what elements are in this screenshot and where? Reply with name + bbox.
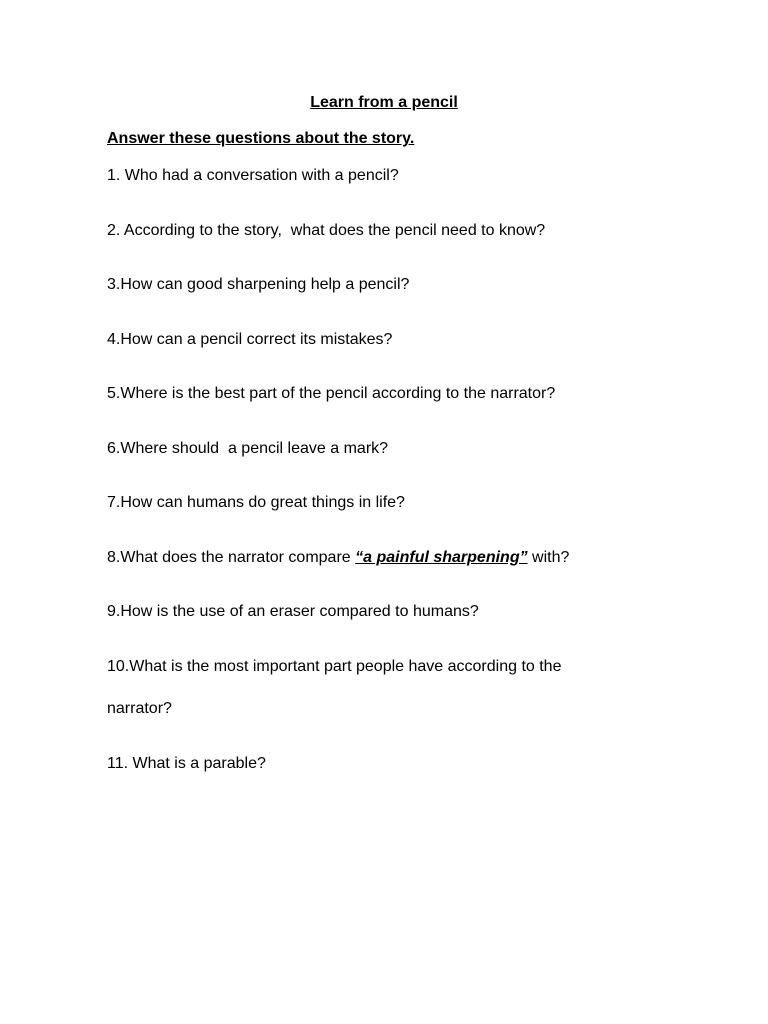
- instructions-heading: Answer these questions about the story.: [107, 130, 415, 147]
- question-7: 7.How can humans do great things in life?: [107, 494, 405, 511]
- question-5: 5.Where is the best part of the pencil according to the narrator?: [107, 385, 556, 402]
- question-10-line-2: narrator?: [107, 700, 172, 717]
- question-4: 4.How can a pencil correct its mistakes?: [107, 331, 393, 348]
- question-2: 2. According to the story, what does the pencil need to know?: [107, 222, 546, 239]
- question-8: [107, 548, 569, 568]
- question-8-prefix: 8.What does the narrator compare: [107, 549, 356, 566]
- question-8-emphasis: “a painful sharpening”: [355, 549, 528, 566]
- question-3: 3.How can good sharpening help a pencil?: [107, 276, 410, 293]
- question-11: 11. What is a parable?: [107, 755, 266, 772]
- question-1: 1. Who had a conversation with a pencil?: [107, 167, 399, 184]
- question-9: 9.How is the use of an eraser compared to humans?: [107, 603, 479, 620]
- question-10-line-1: 10.What is the most important part people have according to the: [107, 658, 562, 675]
- question-8-suffix: with?: [527, 549, 570, 566]
- document-title: Learn from a pencil: [310, 94, 458, 111]
- question-6: 6.Where should a pencil leave a mark?: [107, 440, 389, 457]
